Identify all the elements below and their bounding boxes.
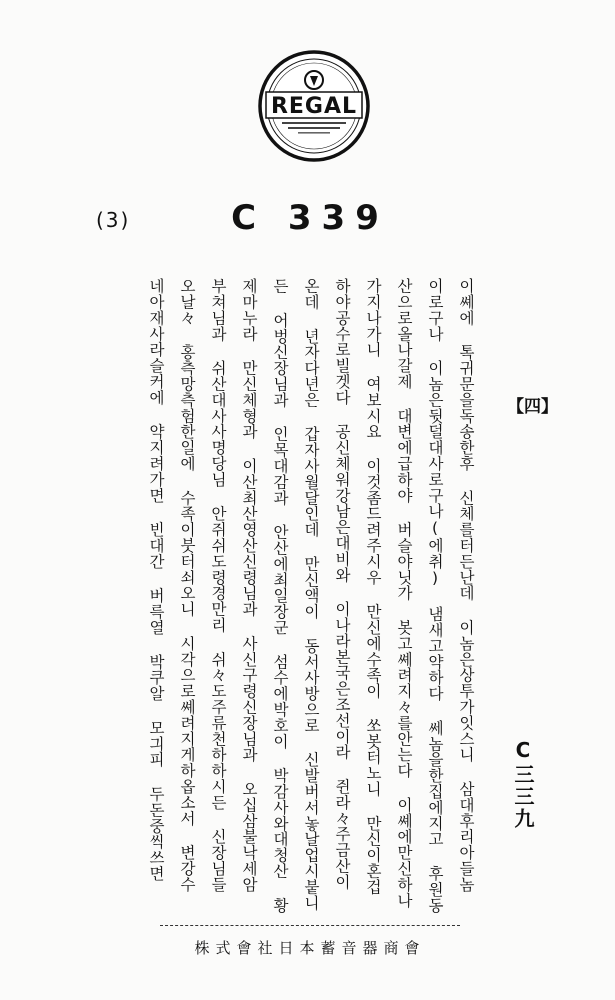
company-name: 株式會社日本蓄音器商會	[194, 939, 426, 957]
text-column-11: 네아재사라슬커에 약지려가면 빈대간 버륵열 박쿠알 모긔피 두돈중씩쓰면	[147, 278, 165, 882]
text-column-7: 든 어벙신장님과 인목대감과 안산에최일장군 섬수에박호이 박감사와대청산 황	[271, 278, 289, 914]
section-number: 【四】	[507, 397, 558, 417]
regal-logo	[258, 50, 370, 162]
text-column-9: 부쳐님과 쉬산대사사명당님 안쥐쉬도령경만리 쉬々도주류천하하시든 신장님들	[209, 278, 227, 893]
text-column-6: 온데 년자다년은 갑자사월달인데 만신액이 동서사방으로 신발버서놓날업시붙니	[302, 278, 320, 911]
page-number: (3)	[96, 208, 131, 232]
footer-divider	[160, 925, 460, 926]
regal-label-icon	[258, 50, 370, 162]
svg-text:REGAL: REGAL	[270, 94, 358, 119]
catalog-number: C 339	[231, 198, 389, 238]
side-catalog-code: C三三九	[511, 738, 535, 830]
text-column-10: 오날々 홍측망측험한일에 수족이붓터쇠오니 시각으로쎼려지게하옵소서 변강수	[178, 278, 196, 893]
text-column-4: 가지나가니 여보시요 이것좀드려주시우 만신에수족이 쏘봇터노니 만신이혼겁	[364, 278, 382, 895]
text-column-2: 이로구나 이놈은뒷덜대사로구나(에취) 냄새고약하다 쎄놈을한집에지고 후원동	[426, 278, 444, 914]
text-column-3: 산으로올나갈제 대변에급하야 버슬야닛가 봇고쎼려지々를안는다 이쎼에만신하나	[395, 278, 413, 909]
text-column-5: 하야공수로빌겟다 공신체워강남은대비와 이나라본국은조선이라 쥔라々주금산이	[333, 278, 351, 890]
text-column-1: 이쎼에 톡귀문을독송한후 신체를터든난데 이놈은상투가잇스니 삼대후리아들놈	[457, 278, 475, 893]
text-column-8: 제마누라 만신체형과 이산최산영산신령님과 사신구령신장님과 오십삼불낙세암	[240, 278, 258, 893]
